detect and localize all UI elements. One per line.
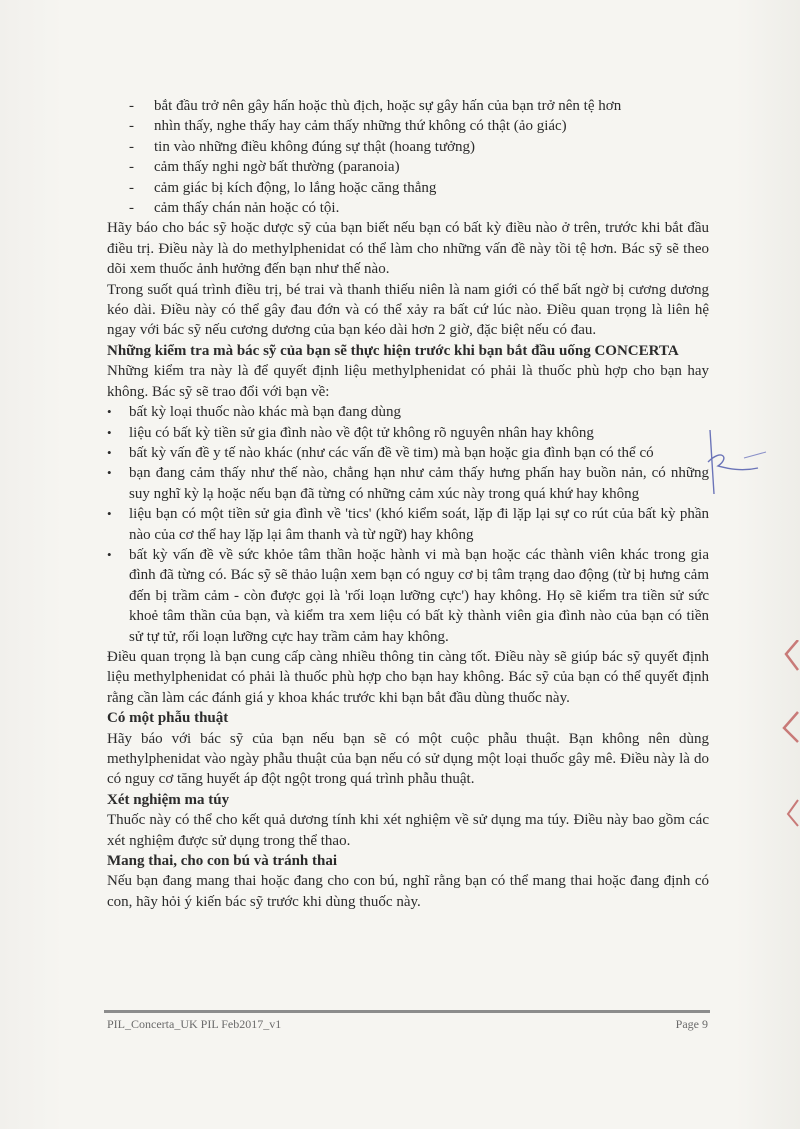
list-item [107,402,709,422]
bullet-list [107,402,709,647]
list-item [107,463,709,504]
list-item-text: bắt đầu trở nên gây hấn hoặc thù địch, hoặc sự gây hấn của bạn trở nên tệ hơn [154,98,622,114]
list-item [107,545,709,647]
dash-marker: - [129,200,134,217]
section-heading-pregnancy: Mang thai, cho con bú và tránh thai [107,853,338,870]
bullet-marker: • [107,424,112,440]
paragraph-report-to-doctor: Hãy báo cho bác sỹ hoặc dược sỹ của bạn biết nếu bạn có bất kỳ điều nào ở trên, trước khi bắt đầu điều trị. Điều này là do methylphenidat có thể làm cho những vấn đề này tồi tệ hơn. Bác sỹ sẽ theo dõi xem thuốc ảnh hưởng đến bạn như thế nào. [107,220,709,278]
footer-divider [104,1010,710,1013]
list-item-text: liệu bạn có một tiền sử gia đình về 'tics' (khó kiểm soát, lặp đi lặp lại sự co rút của bất kỳ phần nào của cơ thể hay lặp lại âm thanh và từ ngữ) hay không [129,506,709,543]
dash-marker: - [129,179,134,196]
dash-marker: - [129,98,134,114]
list-item [107,137,709,157]
paragraph-provide-info: Điều quan trọng là bạn cung cấp càng nhiều thông tin càng tốt. Điều này sẽ giúp bác sỹ quyết định liệu methylphenidat có phải là thuốc phù hợp cho bạn hay không. Bác sỹ của bạn có thể quyết định rằng cần làm các đánh giá y khoa khác trước khi bạn bắt đầu dùng thuốc này. [107,648,709,706]
dash-marker: - [129,118,134,135]
page-edge-marks-icon [772,640,800,860]
paragraph-drug-test: Thuốc này có thể cho kết quả dương tính khi xét nghiệm về sử dụng ma túy. Điều này bao gồm các xét nghiệm được sử dụng trong thể thao. [107,812,709,849]
bullet-marker: • [107,506,112,522]
section-heading-surgery: Có một phẫu thuật [107,710,229,727]
list-item-text: bất kỳ vấn đề về sức khỏe tâm thần hoặc hành vi mà bạn hoặc các thành viên khác trong gia đình đã từng có. Bác sỹ sẽ thảo luận xem bạn có nguy cơ bị tâm trạng dao động (từ bị hưng cảm đến bị trầm cảm - còn được gọi là 'rối loạn lưỡng cực') hay không. Họ sẽ kiểm tra tiền sử sức khoẻ tâm thần của bạn, và kiểm tra xem liệu có bất kỳ thành viên gia đình nào của bạn có tiền sử tự tử, rối loạn lưỡng cực hay trầm cảm hay không. [129,546,709,645]
list-item-text: bất kỳ vấn đề y tế nào khác (như các vấn đề về tim) mà bạn hoặc gia đình bạn có thể có [129,444,654,461]
paragraph-priapism-warning: Trong suốt quá trình điều trị, bé trai và thanh thiếu niên là nam giới có thể bất ngờ bị cương dương kéo dài. Điều này có thể gây đau đớn và có thể xảy ra bất cứ lúc nào. Điều quan trọng là liên hệ ngay với bác sỹ nếu cương dương của bạn kéo dài hơn 2 giờ, đặc biệt nếu có đau. [107,281,709,339]
list-item-text: cảm giác bị kích động, lo lắng hoặc căng thẳng [154,179,437,196]
list-item [107,443,709,463]
list-item-text: nhìn thấy, nghe thấy hay cảm thấy những thứ không có thật (ảo giác) [154,118,567,135]
dash-marker: - [129,159,134,176]
section-heading-checks: Những kiểm tra mà bác sỹ của bạn sẽ thực hiện trước khi bạn bắt đầu uống CONCERTA [107,342,679,359]
paragraph-checks-intro: Những kiểm tra này là để quyết định liệu methylphenidat có phải là thuốc phù hợp cho bạn hay không. Bác sỹ sẽ trao đổi với bạn về: [107,363,709,400]
bullet-marker: • [107,546,112,562]
bullet-marker: • [107,444,112,460]
bullet-marker: • [107,404,112,420]
list-item [107,198,709,218]
page-body [107,96,709,912]
list-item [107,178,709,198]
dash-marker: - [129,138,134,155]
list-item [107,96,709,116]
footer-document-id: PIL_Concerta_UK PIL Feb2017_v1 [107,1017,282,1031]
section-heading-drug-test: Xét nghiệm ma túy [107,791,230,808]
handwritten-mark-icon [700,428,770,498]
list-item-text: cảm thấy nghi ngờ bất thường (paranoia) [154,159,400,176]
list-item-text: tin vào những điều không đúng sự thật (hoang tưởng) [154,138,476,155]
list-item-text: bất kỳ loại thuốc nào khác mà bạn đang dùng [129,404,402,421]
bullet-marker: • [107,465,112,481]
list-item [107,157,709,177]
list-item [107,116,709,136]
list-item-text: cảm thấy chán nản hoặc có tội. [154,200,340,217]
paragraph-pregnancy: Nếu bạn đang mang thai hoặc đang cho con bú, nghĩ rằng bạn có thể mang thai hoặc đang định có con, hãy hỏi ý kiến bác sỹ trước khi dùng thuốc này. [107,873,709,910]
list-item-text: bạn đang cảm thấy như thế nào, chẳng hạn như cảm thấy hưng phấn hay buồn nản, có những suy nghĩ kỳ lạ hoặc nếu bạn đã từng có những cảm xúc này trong quá khứ hay không [129,465,709,502]
dash-list [107,96,709,218]
list-item [107,423,709,443]
list-item [107,504,709,545]
paragraph-surgery: Hãy báo với bác sỹ của bạn nếu bạn sẽ có một cuộc phẫu thuật. Bạn không nên dùng methylphenidat vào ngày phẫu thuật của bạn nếu có sử dụng một loại thuốc gây mê. Điều này là do có nguy cơ tăng huyết áp đột ngột trong quá trình phẫu thuật. [107,730,709,788]
footer-page-number: Page 9 [675,1017,708,1031]
list-item-text: liệu có bất kỳ tiền sử gia đình nào về đột tử không rõ nguyên nhân hay không [129,424,594,441]
